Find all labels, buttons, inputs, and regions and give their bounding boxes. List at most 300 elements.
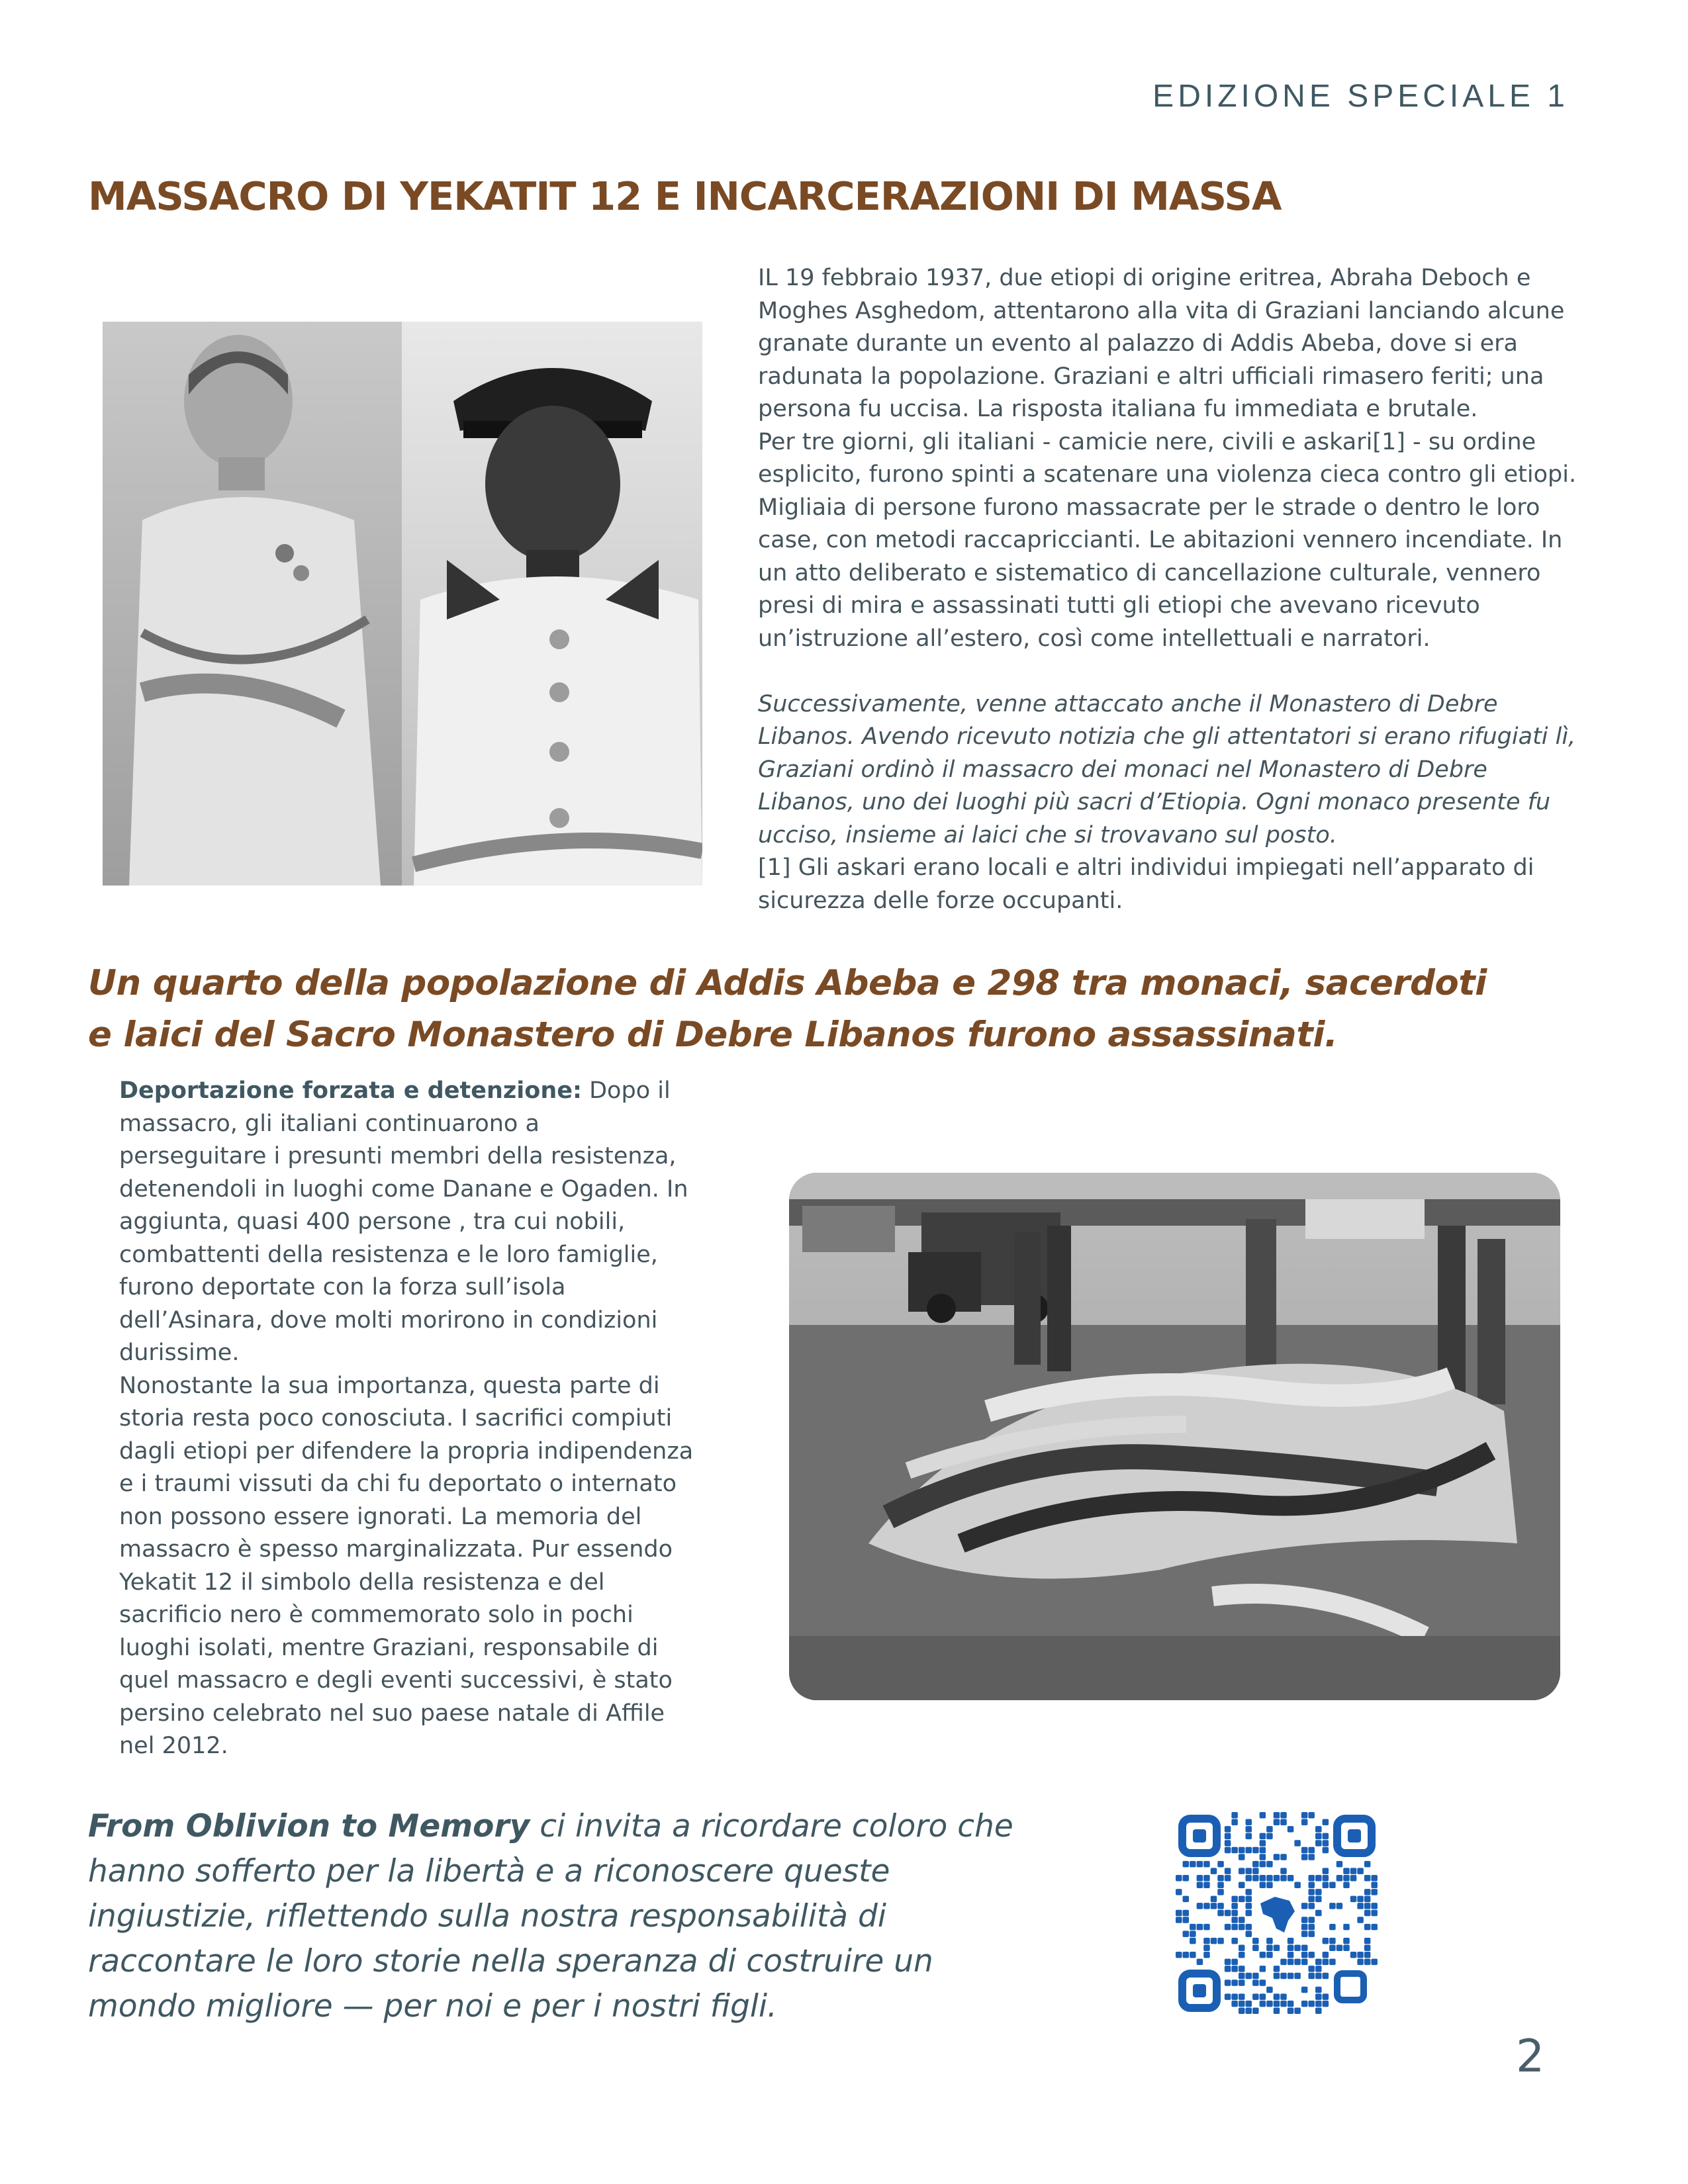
qr-module bbox=[1176, 1889, 1182, 1895]
qr-module bbox=[1203, 1944, 1210, 1951]
qr-module bbox=[1288, 1938, 1294, 1944]
qr-module bbox=[1288, 1973, 1294, 1979]
qr-module bbox=[1252, 1861, 1259, 1868]
qr-module bbox=[1288, 2007, 1294, 2014]
qr-module bbox=[1246, 1826, 1252, 1833]
qr-module bbox=[1301, 1959, 1308, 1966]
qr-module bbox=[1308, 1924, 1315, 1931]
qr-module bbox=[1343, 1944, 1350, 1951]
qr-module bbox=[1260, 1966, 1266, 1972]
intro-line: un’istruzione all’estero, così come intellettuali e narratori. bbox=[758, 625, 1430, 652]
qr-module bbox=[1364, 1952, 1371, 1958]
qr-module bbox=[1294, 1959, 1301, 1966]
qr-module bbox=[1231, 1979, 1238, 1986]
qr-module bbox=[1323, 1973, 1329, 1979]
qr-module bbox=[1364, 1875, 1371, 1882]
qr-module bbox=[1217, 1910, 1224, 1917]
qr-module bbox=[1364, 1903, 1371, 1909]
qr-module bbox=[1294, 2007, 1301, 2014]
qr-module bbox=[1357, 1917, 1364, 1923]
qr-module bbox=[1371, 1910, 1378, 1917]
qr-module bbox=[1225, 1875, 1231, 1882]
qr-module bbox=[1343, 1868, 1350, 1874]
qr-module bbox=[1323, 2001, 1329, 2007]
qr-module bbox=[1231, 1847, 1238, 1854]
qr-module bbox=[1301, 1847, 1308, 1854]
qr-module bbox=[1323, 1833, 1329, 1840]
qr-module bbox=[1260, 1833, 1266, 1840]
qr-module bbox=[1364, 1889, 1371, 1895]
qr-module bbox=[1211, 1903, 1217, 1909]
qr-module bbox=[1217, 1903, 1224, 1909]
qr-module bbox=[1301, 1952, 1308, 1958]
qr-module bbox=[1301, 2001, 1308, 2007]
qr-module bbox=[1190, 1861, 1196, 1868]
qr-module bbox=[1239, 1882, 1245, 1889]
portraits-photo bbox=[103, 322, 702, 886]
deportation-line: sacrificio nero è commemorato solo in pochi bbox=[119, 1602, 633, 1628]
qr-module bbox=[1203, 1882, 1210, 1889]
qr-module bbox=[1329, 1882, 1336, 1889]
qr-module bbox=[1301, 1944, 1308, 1951]
qr-module bbox=[1280, 1868, 1287, 1874]
qr-module bbox=[1176, 1917, 1182, 1923]
deportation-line: detenendoli in luoghi come Danane e Ogaden. In bbox=[119, 1175, 688, 1203]
qr-module bbox=[1364, 1938, 1371, 1944]
closing-text: ci invita a ricordare coloro che bbox=[530, 1808, 1013, 1844]
qr-module bbox=[1274, 1993, 1280, 2000]
qr-module bbox=[1274, 1966, 1280, 1972]
qr-module bbox=[1315, 1826, 1322, 1833]
qr-module bbox=[1315, 1875, 1322, 1882]
deportation-line: dell’Asinara, dove molti morirono in condizioni bbox=[119, 1306, 658, 1334]
qr-module bbox=[1357, 1959, 1364, 1966]
intro-line: case, con metodi raccapriccianti. Le abitazioni vennero incendiate. In bbox=[758, 527, 1563, 553]
qr-module bbox=[1280, 1993, 1287, 2000]
qr-module bbox=[1246, 1875, 1252, 1882]
qr-module bbox=[1371, 1875, 1378, 1882]
project-name: From Oblivion to Memory bbox=[88, 1808, 530, 1844]
qr-module bbox=[1239, 2007, 1245, 2014]
qr-module bbox=[1239, 1952, 1245, 1958]
qr-module bbox=[1190, 1931, 1196, 1937]
qr-module bbox=[1225, 1826, 1231, 1833]
qr-module bbox=[1203, 1952, 1210, 1958]
qr-module bbox=[1371, 1889, 1378, 1895]
qr-module bbox=[1231, 1966, 1238, 1972]
qr-module bbox=[1274, 1819, 1280, 1826]
qr-module bbox=[1231, 1924, 1238, 1931]
qr-module bbox=[1252, 1993, 1259, 2000]
qr-module bbox=[1211, 1868, 1217, 1874]
qr-module bbox=[1371, 1924, 1378, 1931]
closing-line: hanno sofferto per la libertà e a riconoscere queste bbox=[88, 1853, 890, 1889]
qr-module bbox=[1308, 1875, 1315, 1882]
qr-module bbox=[1371, 1903, 1378, 1909]
qr-module bbox=[1231, 1993, 1238, 2000]
qr-module bbox=[1190, 1924, 1196, 1931]
qr-module bbox=[1364, 1924, 1371, 1931]
qr-module bbox=[1308, 1882, 1315, 1889]
qr-module bbox=[1231, 2001, 1238, 2007]
qr-module bbox=[1183, 1896, 1190, 1903]
qr-module bbox=[1190, 1938, 1196, 1944]
deportation-line: e i traumi vissuti da chi fu deportato o internato bbox=[119, 1471, 677, 1497]
qr-module bbox=[1336, 1861, 1343, 1868]
qr-module bbox=[1323, 1819, 1329, 1826]
qr-module bbox=[1315, 1973, 1322, 1979]
qr-module bbox=[1323, 1840, 1329, 1846]
qr-module bbox=[1308, 1854, 1315, 1860]
qr-module bbox=[1217, 1889, 1224, 1895]
qr-module bbox=[1323, 1847, 1329, 1854]
qr-module bbox=[1280, 1973, 1287, 1979]
qr-module bbox=[1315, 1840, 1322, 1846]
qr-module bbox=[1239, 1896, 1245, 1903]
deportation-line: non possono essere ignorati. La memoria del bbox=[119, 1503, 642, 1530]
qr-module bbox=[1357, 1903, 1364, 1909]
qr-module bbox=[1294, 1840, 1301, 1846]
qr-module bbox=[1343, 1924, 1350, 1931]
qr-module bbox=[1294, 1944, 1301, 1951]
qr-module bbox=[1260, 1861, 1266, 1868]
page-title: MASSACRO DI YEKATIT 12 E INCARCERAZIONI DI MASSA bbox=[88, 173, 1282, 219]
qr-module bbox=[1323, 1959, 1329, 1966]
qr-module bbox=[1266, 1944, 1273, 1951]
qr-module bbox=[1364, 1959, 1371, 1966]
qr-module bbox=[1197, 1861, 1203, 1868]
qr-module bbox=[1246, 1833, 1252, 1840]
qr-module bbox=[1323, 1938, 1329, 1944]
qr-module bbox=[1239, 1979, 1245, 1986]
qr-module bbox=[1225, 1966, 1231, 1972]
qr-module bbox=[1323, 1868, 1329, 1874]
qr-module bbox=[1301, 1917, 1308, 1923]
qr-module bbox=[1197, 1924, 1203, 1931]
qr-module bbox=[1329, 1938, 1336, 1944]
qr-module bbox=[1308, 1917, 1315, 1923]
monastery-line: ucciso, insieme ai laici che si trovavano sul posto. bbox=[758, 821, 1337, 848]
deportation-line: furono deportate con la forza sull’isola bbox=[119, 1274, 566, 1300]
deportation-line: aggiunta, quasi 400 persone , tra cui nobili, bbox=[119, 1208, 626, 1235]
qr-module bbox=[1246, 1973, 1252, 1979]
intro-line: radunata la popolazione. Graziani e altri ufficiali rimasero feriti; una bbox=[758, 363, 1544, 390]
qr-module bbox=[1260, 1875, 1266, 1882]
intro-column bbox=[758, 262, 1638, 917]
closing-line: mondo migliore — per noi e per i nostri figli. bbox=[88, 1988, 777, 2025]
qr-module bbox=[1288, 2001, 1294, 2007]
qr-module bbox=[1350, 1952, 1357, 1958]
qr-module bbox=[1239, 1993, 1245, 2000]
qr-module bbox=[1301, 1931, 1308, 1937]
qr-module bbox=[1301, 1903, 1308, 1909]
qr-module bbox=[1288, 1952, 1294, 1958]
qr-module bbox=[1280, 1854, 1287, 1860]
qr-module bbox=[1308, 2001, 1315, 2007]
qr-module bbox=[1315, 1966, 1322, 1972]
qr-module bbox=[1197, 1875, 1203, 1882]
qr-module bbox=[1350, 1875, 1357, 1882]
intro-line: Moghes Asghedom, attentarono alla vita di Graziani lanciando alcune bbox=[758, 297, 1565, 324]
qr-module bbox=[1308, 1903, 1315, 1909]
qr-module bbox=[1246, 1903, 1252, 1909]
qr-module bbox=[1260, 1840, 1266, 1846]
qr-module bbox=[1288, 1826, 1294, 1833]
qr-module bbox=[1350, 1868, 1357, 1874]
qr-module bbox=[1357, 1868, 1364, 1874]
qr-module bbox=[1329, 1924, 1336, 1931]
qr-module bbox=[1329, 1944, 1336, 1951]
qr-module bbox=[1225, 1979, 1231, 1986]
qr-module bbox=[1231, 1903, 1238, 1909]
qr-module bbox=[1260, 1854, 1266, 1860]
closing-first-line bbox=[88, 1804, 1094, 1849]
footnote-line: sicurezza delle forze occupanti. bbox=[758, 887, 1123, 914]
intro-line: IL 19 febbraio 1937, due etiopi di origine eritrea, Abraha Deboch e bbox=[758, 265, 1531, 291]
qr-module bbox=[1315, 1896, 1322, 1903]
qr-module bbox=[1252, 1944, 1259, 1951]
qr-module bbox=[1239, 1917, 1245, 1923]
qr-module bbox=[1315, 1910, 1322, 1917]
qr-module bbox=[1239, 1973, 1245, 1979]
qr-module bbox=[1217, 1875, 1224, 1882]
qr-module bbox=[1274, 1944, 1280, 1951]
qr-module bbox=[1183, 1910, 1190, 1917]
intro-line: esplicito, furono spinti a scatenare una violenza cieca contro gli etiopi. bbox=[758, 461, 1577, 488]
qr-module bbox=[1288, 1944, 1294, 1951]
deportation-line: storia resta poco conosciuta. I sacrifici compiuti bbox=[119, 1405, 673, 1432]
qr-module bbox=[1211, 1938, 1217, 1944]
qr-module bbox=[1336, 1944, 1343, 1951]
qr-code-icon[interactable] bbox=[1176, 1812, 1378, 2015]
qr-module bbox=[1225, 1840, 1231, 1846]
qr-module bbox=[1203, 1938, 1210, 1944]
qr-module bbox=[1231, 1917, 1238, 1923]
qr-module bbox=[1246, 1931, 1252, 1937]
qr-module bbox=[1357, 1952, 1364, 1958]
qr-module bbox=[1239, 2001, 1245, 2007]
qr-module bbox=[1246, 1896, 1252, 1903]
qr-module bbox=[1203, 1924, 1210, 1931]
qr-module bbox=[1308, 1973, 1315, 1979]
qr-module bbox=[1308, 1847, 1315, 1854]
page-number: 2 bbox=[1516, 2030, 1545, 2083]
qr-module bbox=[1266, 1882, 1273, 1889]
qr-module bbox=[1266, 1938, 1273, 1944]
qr-module bbox=[1308, 1952, 1315, 1958]
qr-module bbox=[1274, 2001, 1280, 2007]
qr-module bbox=[1260, 1993, 1266, 2000]
qr-module bbox=[1260, 2001, 1266, 2007]
qr-module bbox=[1225, 1924, 1231, 1931]
qr-module bbox=[1288, 1959, 1294, 1966]
qr-module bbox=[1266, 2001, 1273, 2007]
qr-module bbox=[1239, 1924, 1245, 1931]
intro-line: persona fu uccisa. La risposta italiana fu immediata e brutale. bbox=[758, 396, 1478, 422]
qr-module bbox=[1294, 1973, 1301, 1979]
qr-module bbox=[1246, 1868, 1252, 1874]
qr-module bbox=[1274, 1812, 1280, 1819]
qr-module bbox=[1217, 1861, 1224, 1868]
paragraph-spacer bbox=[758, 655, 1638, 688]
qr-module bbox=[1315, 1833, 1322, 1840]
footnote-line: [1] Gli askari erano locali e altri individui impiegati nell’apparato di bbox=[758, 854, 1534, 881]
qr-module bbox=[1183, 1917, 1190, 1923]
qr-module bbox=[1252, 2007, 1259, 2014]
deportation-line: Nonostante la sua importanza, questa parte di bbox=[119, 1372, 660, 1399]
qr-module bbox=[1197, 1882, 1203, 1889]
qr-module bbox=[1301, 1812, 1308, 1819]
qr-module bbox=[1225, 1910, 1231, 1917]
qr-module bbox=[1252, 1875, 1259, 1882]
qr-module bbox=[1266, 1861, 1273, 1868]
qr-module bbox=[1239, 1854, 1245, 1860]
qr-module bbox=[1176, 1875, 1182, 1882]
qr-module bbox=[1203, 1875, 1210, 1882]
qr-module bbox=[1203, 1903, 1210, 1909]
deportation-line: luoghi isolati, mentre Graziani, responsabile di bbox=[119, 1634, 659, 1661]
edition-label: EDIZIONE SPECIALE 1 bbox=[1152, 79, 1569, 114]
qr-module bbox=[1329, 1903, 1336, 1909]
qr-module bbox=[1308, 1966, 1315, 1972]
qr-module bbox=[1343, 1938, 1350, 1944]
qr-module bbox=[1274, 1973, 1280, 1979]
qr-module bbox=[1308, 1812, 1315, 1819]
qr-module bbox=[1225, 1833, 1231, 1840]
pull-quote-line: Un quarto della popolazione di Addis Abeba e 298 tra monaci, sacerdoti bbox=[88, 963, 1487, 1003]
qr-module bbox=[1260, 1847, 1266, 1854]
qr-module bbox=[1280, 1812, 1287, 1819]
qr-module bbox=[1246, 2007, 1252, 2014]
qr-module bbox=[1274, 1854, 1280, 1860]
closing-line: ingiustizie, riflettendo sulla nostra responsabilità di bbox=[88, 1898, 886, 1934]
qr-module bbox=[1364, 1944, 1371, 1951]
qr-module bbox=[1252, 1973, 1259, 1979]
pull-quote-line: e laici del Sacro Monastero di Debre Libanos furono assassinati. bbox=[88, 1015, 1338, 1055]
qr-module bbox=[1176, 1910, 1182, 1917]
qr-module bbox=[1364, 1910, 1371, 1917]
qr-module bbox=[1183, 1952, 1190, 1958]
qr-module bbox=[1225, 1868, 1231, 1874]
qr-module bbox=[1280, 1959, 1287, 1966]
qr-module bbox=[1225, 1993, 1231, 2000]
qr-module bbox=[1246, 2001, 1252, 2007]
deportation-line: dagli etiopi per difendere la propria indipendenza bbox=[119, 1437, 694, 1465]
pull-quote bbox=[88, 958, 1611, 1061]
qr-module bbox=[1301, 1924, 1308, 1931]
qr-module bbox=[1315, 1987, 1322, 1993]
qr-module bbox=[1197, 1903, 1203, 1909]
qr-module bbox=[1280, 1819, 1287, 1826]
qr-module bbox=[1246, 1924, 1252, 1931]
qr-module bbox=[1266, 1952, 1273, 1958]
qr-module bbox=[1183, 1861, 1190, 1868]
qr-module bbox=[1260, 1882, 1266, 1889]
qr-module bbox=[1323, 1993, 1329, 2000]
qr-module bbox=[1294, 1882, 1301, 1889]
deportation-line: Yekatit 12 il simbolo della resistenza e del bbox=[119, 1569, 605, 1596]
intro-line: granate durante un evento al palazzo di Addis Abeba, dove si era bbox=[758, 330, 1518, 357]
qr-module bbox=[1266, 1833, 1273, 1840]
deportation-first-line bbox=[119, 1075, 748, 1108]
qr-module bbox=[1364, 1861, 1371, 1868]
qr-module bbox=[1252, 1868, 1259, 1874]
qr-module bbox=[1246, 1847, 1252, 1854]
qr-module bbox=[1197, 1959, 1203, 1966]
qr-module bbox=[1176, 1952, 1182, 1958]
massacre-photo bbox=[789, 1173, 1560, 1700]
qr-module bbox=[1336, 1875, 1343, 1882]
qr-module bbox=[1211, 1896, 1217, 1903]
qr-module bbox=[1266, 1987, 1273, 1993]
qr-module bbox=[1364, 1896, 1371, 1903]
qr-module bbox=[1288, 1875, 1294, 1882]
qr-module bbox=[1239, 1944, 1245, 1951]
deportation-line: quel massacro e degli eventi successivi, è stato bbox=[119, 1667, 673, 1694]
qr-module bbox=[1323, 1875, 1329, 1882]
qr-module bbox=[1231, 1896, 1238, 1903]
qr-module bbox=[1246, 1889, 1252, 1895]
closing-statement bbox=[88, 1804, 1094, 2029]
qr-module bbox=[1301, 1854, 1308, 1860]
deportation-line: massacro è spesso marginalizzata. Pur essendo bbox=[119, 1536, 673, 1563]
qr-module bbox=[1315, 2007, 1322, 2014]
deportation-line: nel 2012. bbox=[119, 1733, 228, 1759]
monastery-line: Graziani ordinò il massacro dei monaci nel Monastero di Debre bbox=[758, 756, 1487, 783]
qr-module bbox=[1231, 1819, 1238, 1826]
qr-module bbox=[1266, 1826, 1273, 1833]
qr-module bbox=[1343, 1882, 1350, 1889]
qr-module bbox=[1315, 1993, 1322, 2000]
qr-module bbox=[1239, 1966, 1245, 1972]
qr-module bbox=[1252, 1938, 1259, 1944]
qr-module bbox=[1323, 1882, 1329, 1889]
deportation-line: combattenti della resistenza e le loro famiglie, bbox=[119, 1241, 658, 1268]
intro-line: Per tre giorni, gli italiani - camicie nere, civili e askari[1] - su ordine bbox=[758, 428, 1536, 455]
qr-module bbox=[1217, 1882, 1224, 1889]
qr-module bbox=[1246, 1910, 1252, 1917]
deportation-first-text: Dopo il bbox=[581, 1077, 671, 1104]
qr-module bbox=[1350, 1896, 1357, 1903]
qr-module bbox=[1252, 1847, 1259, 1854]
deportation-line: persino celebrato nel suo paese natale di Affile bbox=[119, 1700, 665, 1727]
qr-module bbox=[1260, 1979, 1266, 1986]
qr-module bbox=[1315, 2001, 1322, 2007]
qr-module bbox=[1225, 1847, 1231, 1854]
deportation-line: perseguitare i presunti membri della resistenza, bbox=[119, 1143, 677, 1169]
qr-module bbox=[1260, 1812, 1266, 1819]
deportation-line: durissime. bbox=[119, 1340, 240, 1366]
qr-module bbox=[1203, 1861, 1210, 1868]
monastery-line: Successivamente, venne attaccato anche il Monastero di Debre bbox=[758, 690, 1498, 717]
intro-line: Migliaia di persone furono massacrate per le strade o dentro le loro bbox=[758, 494, 1540, 521]
qr-module bbox=[1371, 1882, 1378, 1889]
qr-module bbox=[1266, 1875, 1273, 1882]
qr-module bbox=[1315, 1889, 1322, 1895]
qr-module bbox=[1315, 1959, 1322, 1966]
qr-module bbox=[1217, 1938, 1224, 1944]
qr-module bbox=[1274, 1875, 1280, 1882]
qr-module bbox=[1301, 1987, 1308, 1993]
qr-module bbox=[1308, 1896, 1315, 1903]
qr-module bbox=[1301, 1819, 1308, 1826]
qr-module bbox=[1252, 1979, 1259, 1986]
qr-module bbox=[1336, 1903, 1343, 1909]
qr-module bbox=[1323, 1952, 1329, 1958]
deportation-column bbox=[119, 1075, 748, 1763]
qr-module bbox=[1308, 1931, 1315, 1937]
deportation-heading: Deportazione forzata e detenzione: bbox=[119, 1077, 582, 1104]
